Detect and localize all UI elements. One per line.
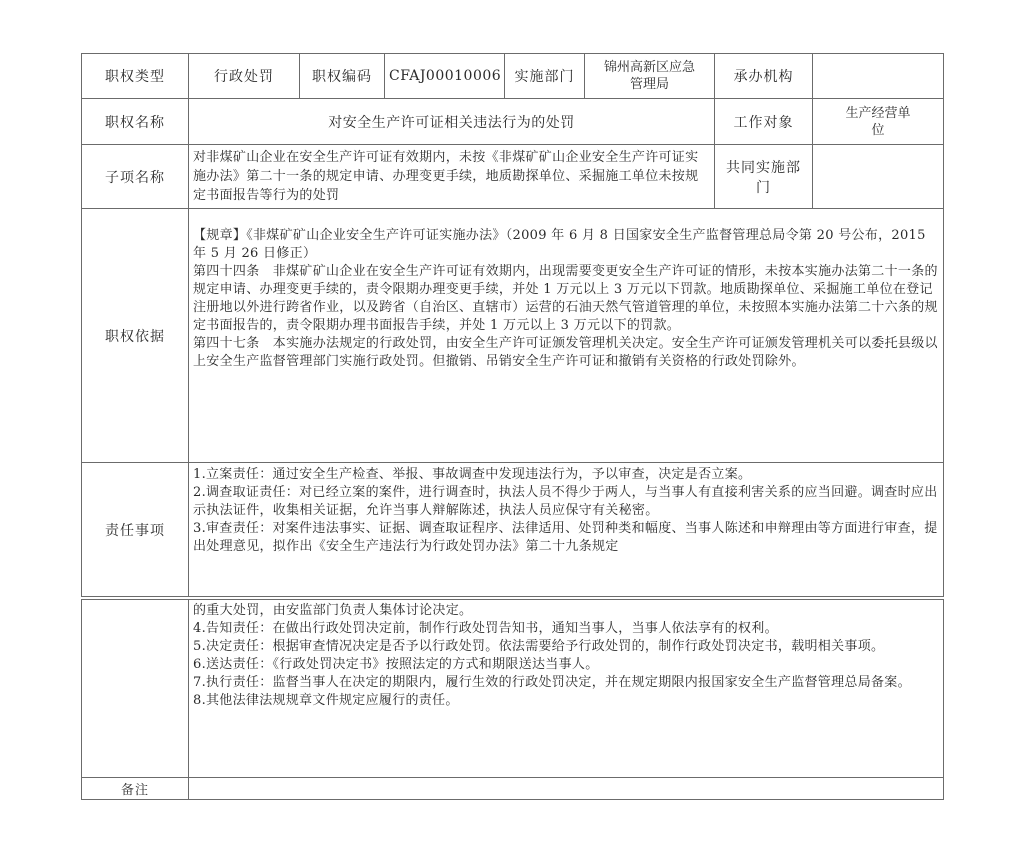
value-authority-code: CFAJ00010006 <box>385 54 505 99</box>
resp-item-3-cont: 的重大处罚，由安监部门负责人集体讨论决定。 <box>193 603 473 618</box>
label-work-target: 工作对象 <box>715 99 813 145</box>
resp-item-1: 1.立案责任：通过安全生产检查、举报、事故调查中发现违法行为，予以审查，决定是否立案。 <box>193 467 752 482</box>
value-work-target: 生产经营单位 <box>813 99 944 145</box>
value-authority-type: 行政处罚 <box>189 54 300 99</box>
label-authority-name: 职权名称 <box>82 99 189 145</box>
row-authority-name <box>82 99 944 145</box>
resp-item-3: 3.审查责任：对案件违法事实、证据、调查取证程序、法律适用、处罚种类和幅度、当事人陈述和申辩理由等方面进行审查，提出处理意见，拟作出《安全生产违法行为行政处罚办法》第二十九条规定 <box>193 521 938 554</box>
resp-item-2: 2.调查取证责任：对已经立案的案件，进行调查时，执法人员不得少于两人，与当事人有直接利害关系的应当回避。调查时应出示执法证件，收集相关证据，允许当事人辩解陈述，执法人员应保守有关秘密。 <box>193 485 938 518</box>
resp-item-8: 8.其他法律法规规章文件规定应履行的责任。 <box>193 693 459 708</box>
row-sub-item <box>82 145 944 209</box>
value-authority-basis <box>189 209 944 463</box>
value-sub-item: 对非煤矿山企业在安全生产许可证有效期内，未按《非煤矿矿山企业安全生产许可证实施办法》第二十一条的规定申请、办理变更手续，地质勘探单位、采掘施工单位未按规定书面报告等行为的处罚 <box>189 145 715 209</box>
label-sub-item: 子项名称 <box>82 145 189 209</box>
authority-sheet <box>81 53 943 800</box>
authority-table-continued <box>81 599 944 800</box>
label-authority-basis: 职权依据 <box>82 209 189 463</box>
row-responsibility-continued <box>82 600 944 778</box>
value-responsibility <box>189 463 944 597</box>
authority-table-main <box>81 53 944 597</box>
label-remark: 备注 <box>82 778 189 800</box>
resp-item-6: 6.送达责任：《行政处罚决定书》按照法定的方式和期限送达当事人。 <box>193 657 599 672</box>
row-remark <box>82 778 944 800</box>
row-authority-type <box>82 54 944 99</box>
value-implementing-dept: 锦州高新区应急管理局 <box>585 54 715 99</box>
basis-article-44: 第四十四条 非煤矿矿山企业在安全生产许可证有效期内，出现需要变更安全生产许可证的情形，未按本实施办法第二十一条的规定申请、办理变更手续的，责令限期办理变更手续，并处 1 万元以上 3 万元以下罚款。地质勘探单位、采掘施工单位在登记注册地以外进行跨省作业，以及跨省（自治区、直辖市）运营的石油天然气管道管理的单位，未按照本实施办法第二十六条的规定书面报告的，责令限期办理书面报告手续，并处 1 万元以上 3 万元以下的罚款。 <box>193 264 938 333</box>
label-authority-type: 职权类型 <box>82 54 189 99</box>
resp-item-4: 4.告知责任：在做出行政处罚决定前，制作行政处罚告知书，通知当事人，当事人依法享有的权利。 <box>193 621 778 636</box>
label-implementing-dept: 实施部门 <box>505 54 585 99</box>
value-remark <box>189 778 944 800</box>
label-joint-dept: 共同实施部门 <box>715 145 813 209</box>
row-authority-basis <box>82 209 944 463</box>
label-responsibility: 责任事项 <box>82 463 189 597</box>
basis-regulation: 【规章】《非煤矿矿山企业安全生产许可证实施办法》（2009 年 6 月 8 日国家安全生产监督管理总局令第 20 号公布，2015 年 5 月 26 日修正） <box>193 228 926 261</box>
label-responsibility-continued <box>82 600 189 778</box>
label-authority-code: 职权编码 <box>300 54 385 99</box>
basis-article-47: 第四十七条 本实施办法规定的行政处罚，由安全生产许可证颁发管理机关决定。安全生产许可证颁发管理机关可以委托县级以上安全生产监督管理部门实施行政处罚。但撤销、吊销安全生产许可证和撤销有关资格的行政处罚除外。 <box>193 336 938 369</box>
value-responsibility-continued <box>189 600 944 778</box>
value-undertaking-org <box>813 54 944 99</box>
value-joint-dept <box>813 145 944 209</box>
row-responsibility <box>82 463 944 597</box>
resp-item-5: 5.决定责任：根据审查情况决定是否予以行政处罚。依法需要给予行政处罚的，制作行政处罚决定书，载明相关事项。 <box>193 639 885 654</box>
value-authority-name: 对安全生产许可证相关违法行为的处罚 <box>189 99 715 145</box>
resp-item-7: 7.执行责任：监督当事人在决定的期限内，履行生效的行政处罚决定，并在规定期限内报国家安全生产监督管理总局备案。 <box>193 675 911 690</box>
label-undertaking-org: 承办机构 <box>715 54 813 99</box>
